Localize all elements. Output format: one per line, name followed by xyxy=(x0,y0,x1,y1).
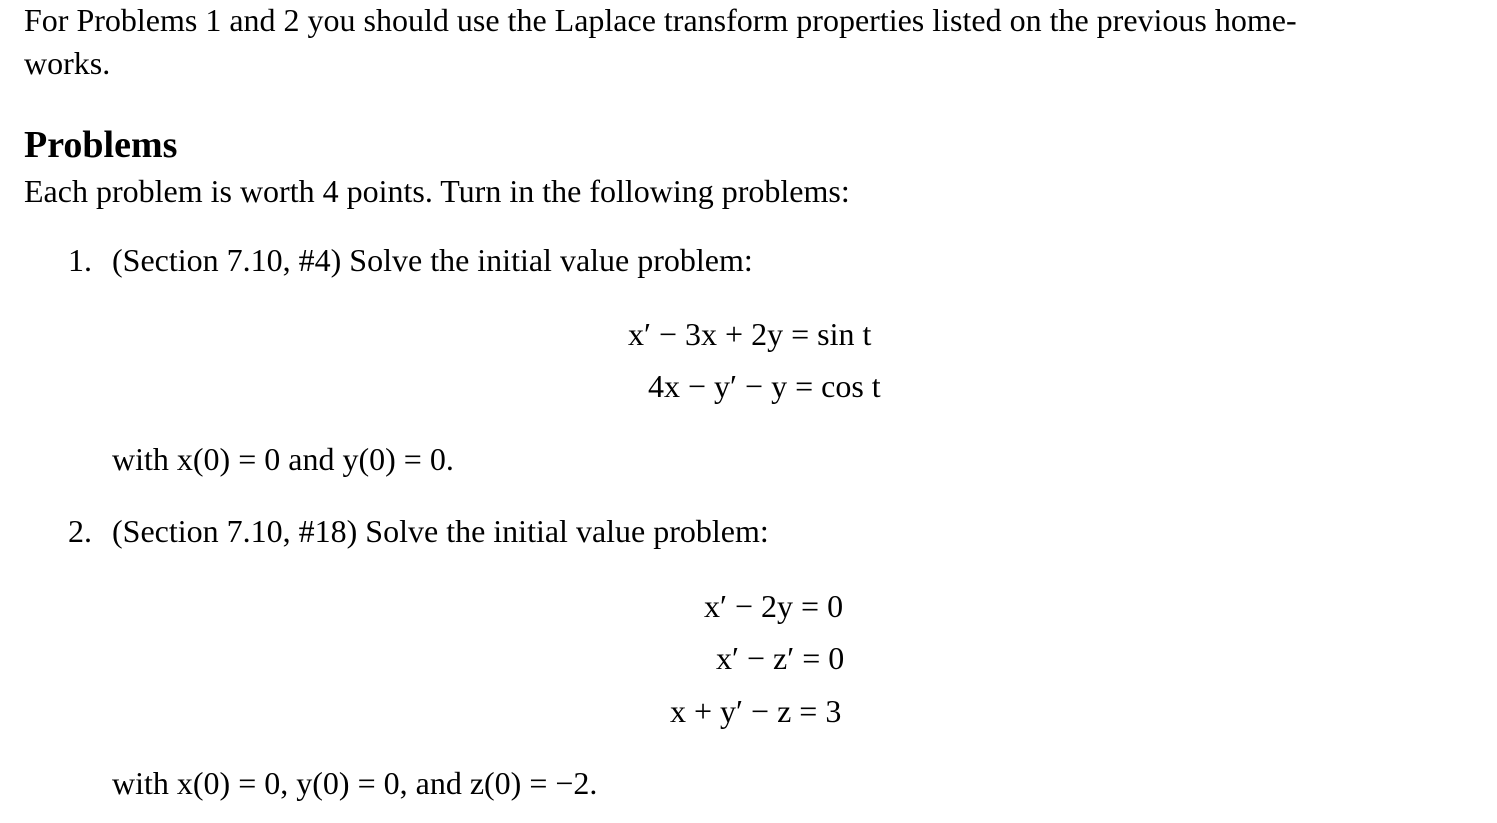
problem-1-equation-1: x′ − 3x + 2y = sin t xyxy=(628,316,872,352)
problem-2-number: 2. xyxy=(68,513,92,549)
intro-line-1: For Problems 1 and 2 you should use the Laplace transform properties listed on the previous home- xyxy=(24,2,1297,38)
problem-2-condition: with x(0) = 0, y(0) = 0, and z(0) = −2. xyxy=(112,765,598,801)
problem-2-equation-2: x′ − z′ = 0 xyxy=(716,640,845,676)
problem-2-equation-1: x′ − 2y = 0 xyxy=(704,588,844,624)
problem-1-statement: (Section 7.10, #4) Solve the initial value problem: xyxy=(112,242,753,278)
problem-2-statement: (Section 7.10, #18) Solve the initial value problem: xyxy=(112,513,769,549)
problem-1-equation-2: 4x − y′ − y = cos t xyxy=(648,368,881,404)
problem-1-number: 1. xyxy=(68,242,92,278)
section-description: Each problem is worth 4 points. Turn in the following problems: xyxy=(24,173,850,209)
intro-line-2: works. xyxy=(24,45,111,81)
problem-1-condition: with x(0) = 0 and y(0) = 0. xyxy=(112,441,454,477)
section-heading: Problems xyxy=(24,124,178,166)
problem-2-equation-3: x + y′ − z = 3 xyxy=(670,693,842,729)
